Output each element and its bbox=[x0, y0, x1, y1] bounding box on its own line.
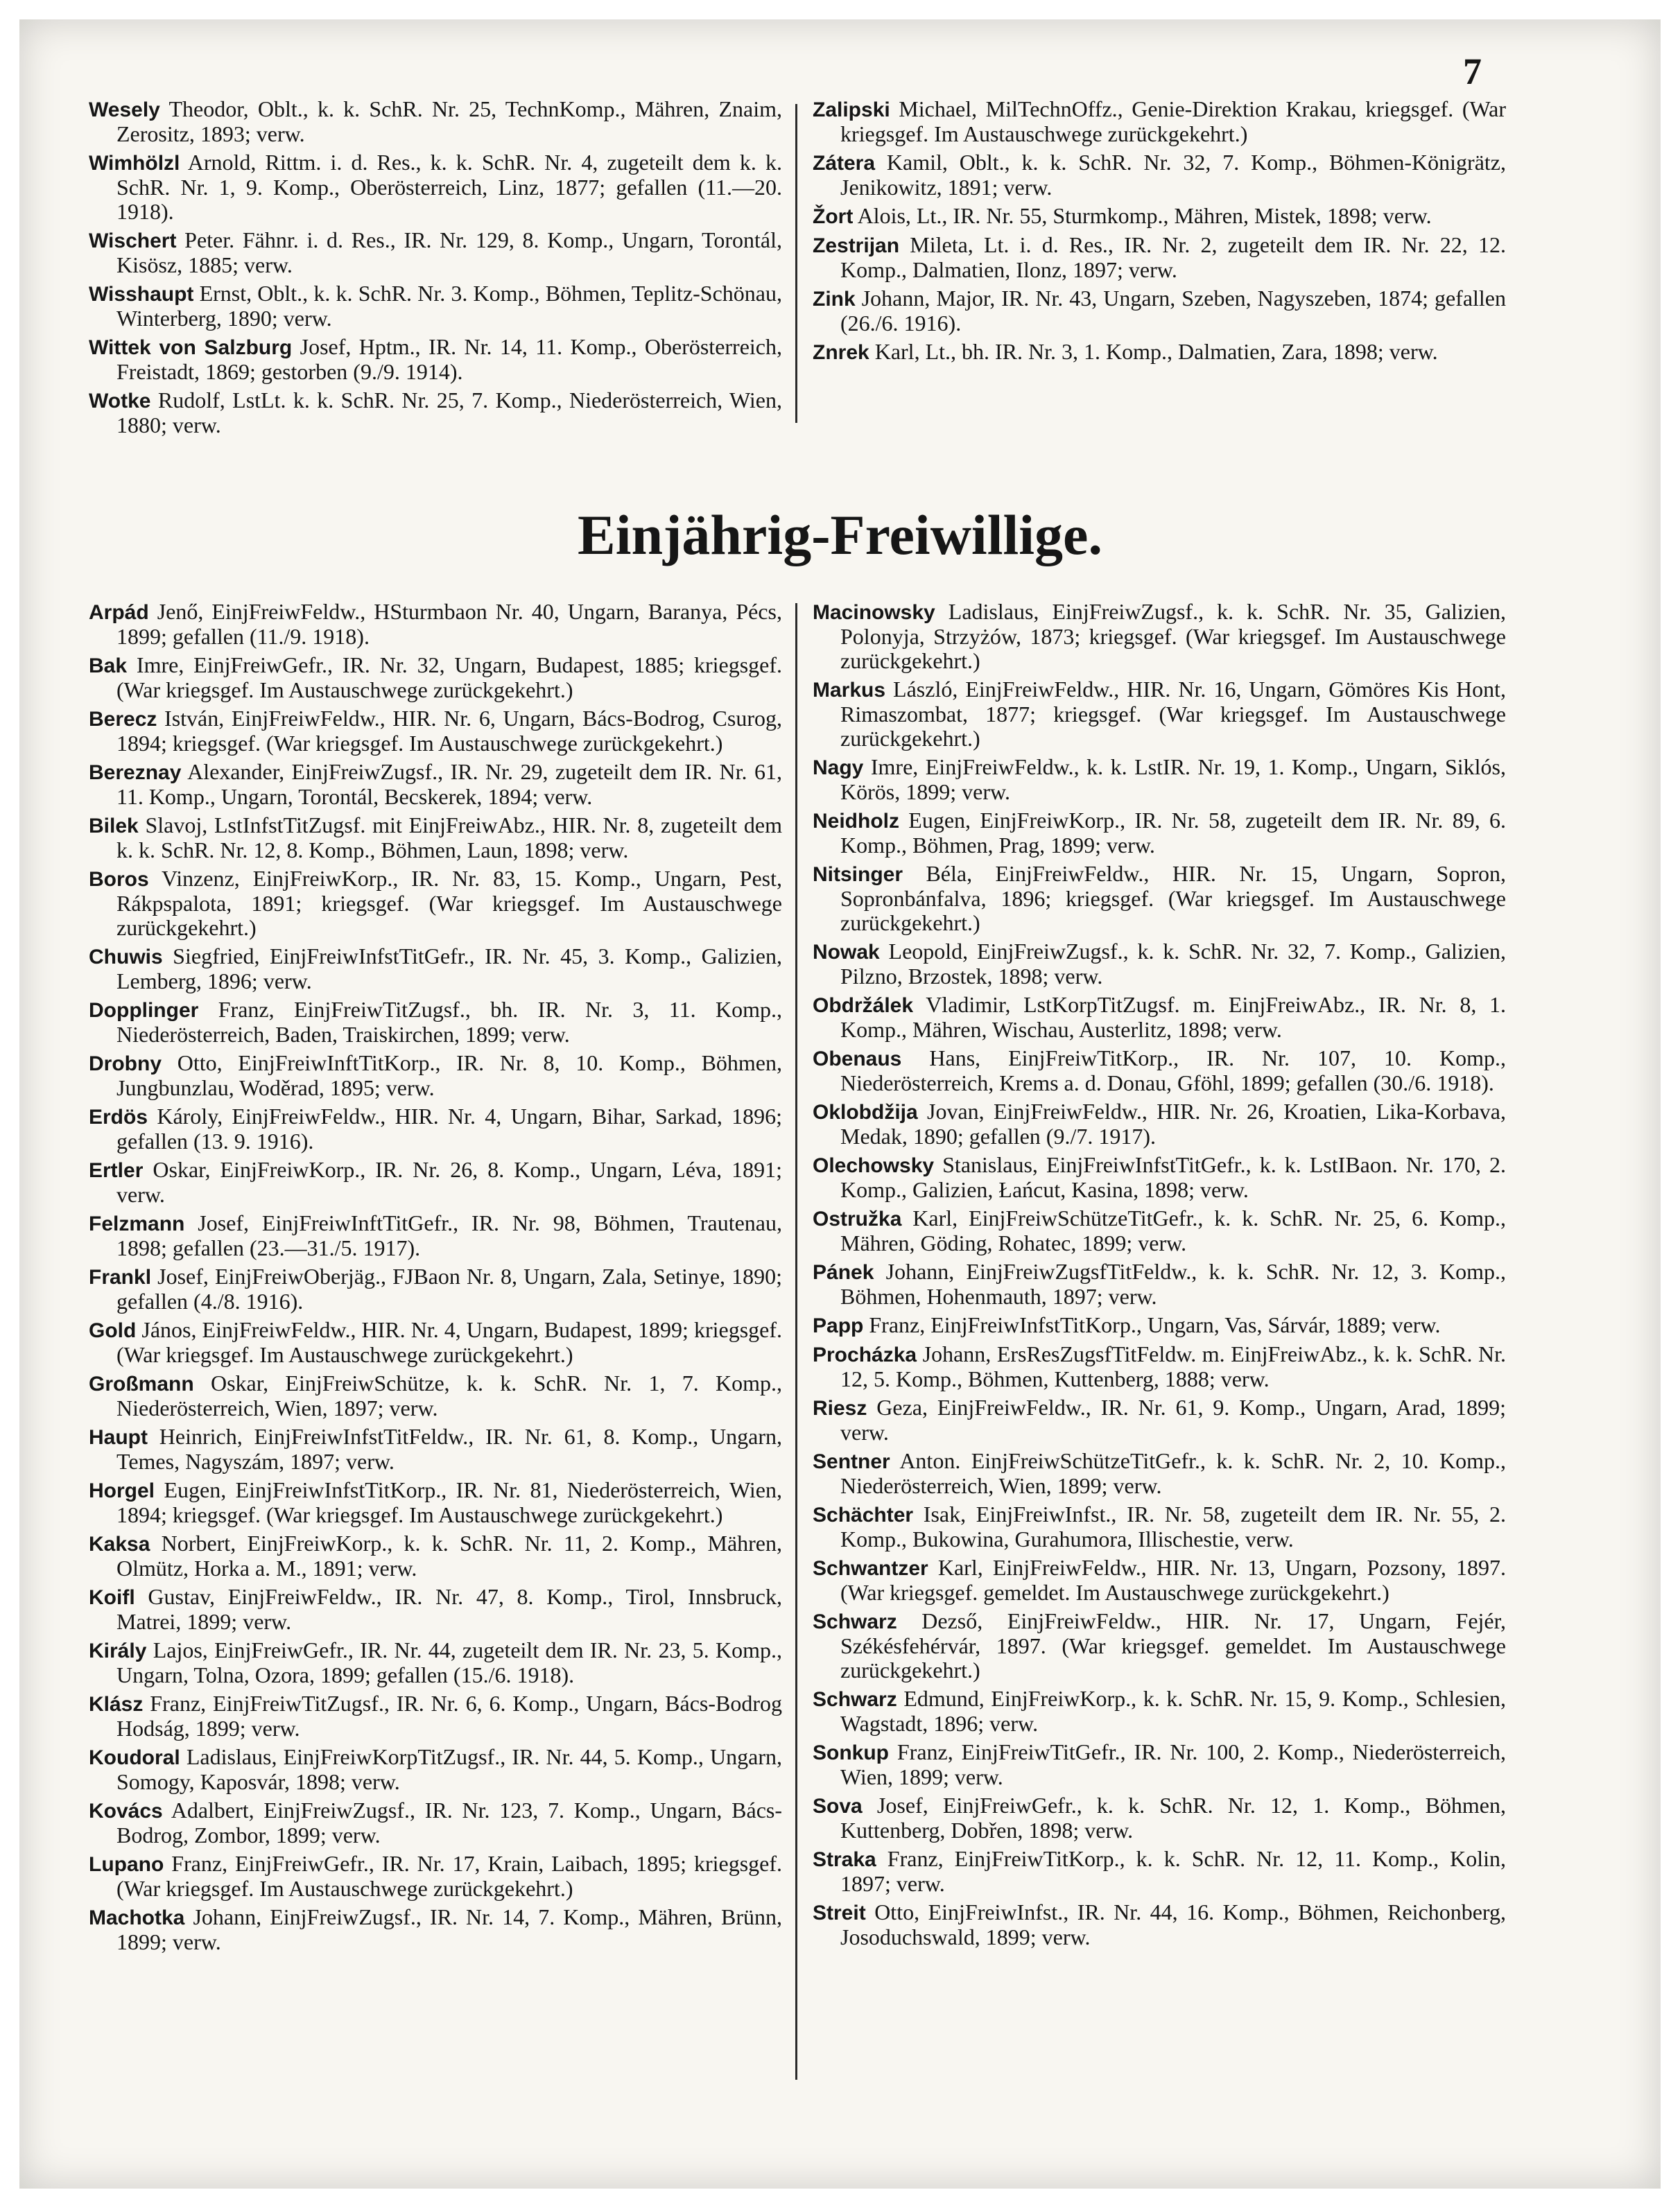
entry-surname: Felzmann bbox=[89, 1212, 185, 1235]
roster-entry bbox=[813, 1900, 1506, 1949]
entry-details: Arnold, Rittm. i. d. Res., k. k. SchR. Nr. 4, zugeteilt dem k. k. SchR. Nr. 1, 9. Komp., Oberösterreich, Linz, 1877; gefallen (11.—20. 1918). bbox=[116, 150, 782, 224]
entry-surname: Schwarz bbox=[813, 1688, 897, 1711]
roster-entry bbox=[813, 1260, 1506, 1309]
roster-entry bbox=[813, 862, 1506, 935]
entry-surname: Chuwis bbox=[89, 946, 163, 968]
roster-entry bbox=[89, 1852, 782, 1901]
roster-entry bbox=[89, 944, 782, 993]
roster-entry bbox=[89, 867, 782, 940]
roster-entry bbox=[813, 1687, 1506, 1736]
entry-details: Heinrich, EinjFreiwInfstTitFeldw., IR. Nr. 61, 8. Komp., Ungarn, Temes, Nagyszám, 1897; verw. bbox=[116, 1424, 783, 1474]
roster-entry bbox=[813, 150, 1506, 200]
roster-entry bbox=[89, 281, 782, 331]
roster-entry bbox=[89, 228, 782, 277]
roster-entry bbox=[89, 1478, 782, 1527]
entry-details: Franz, EinjFreiwTitGefr., IR. Nr. 100, 2. Komp., Niederösterreich, Wien, 1899; verw. bbox=[840, 1739, 1506, 1789]
entry-surname: Wisshaupt bbox=[89, 283, 194, 306]
entry-details: Alexander, EinjFreiwZugsf., IR. Nr. 29, zugeteilt dem IR. Nr. 61, 11. Komp., Ungarn, Torontál, Becskerek, 1894; verw. bbox=[116, 759, 783, 809]
entry-details: Josef, EinjFreiwGefr., k. k. SchR. Nr. 12, 1. Komp., Böhmen, Kuttenberg, Dobřen, 1898; verw. bbox=[840, 1793, 1507, 1843]
roster-entry bbox=[89, 760, 782, 809]
roster-entry bbox=[89, 1264, 782, 1314]
entry-details: Josef, Hptm., IR. Nr. 14, 11. Komp., Oberösterreich, Freistadt, 1869; gestorben (9./9. 1914). bbox=[116, 334, 783, 384]
roster-entry bbox=[813, 233, 1506, 282]
roster-entry bbox=[813, 939, 1506, 989]
entry-details: János, EinjFreiwFeldw., HIR. Nr. 4, Ungarn, Budapest, 1899; kriegsgef. (War kriegsgef. Im Austauschwege zurückgekehrt.) bbox=[116, 1317, 783, 1367]
entry-surname: Berecz bbox=[89, 708, 157, 731]
entry-surname: Riesz bbox=[813, 1397, 867, 1420]
column-divider-bottom bbox=[795, 603, 797, 2080]
entry-details: Otto, EinjFreiwInftTitKorp., IR. Nr. 8, 10. Komp., Böhmen, Jungbunzlau, Woděrad, 1895; verw. bbox=[116, 1050, 783, 1100]
entry-surname: Sova bbox=[813, 1795, 863, 1818]
entry-surname: Wischert bbox=[89, 229, 177, 252]
entry-surname: Kaksa bbox=[89, 1533, 150, 1556]
entry-details: Alois, Lt., IR. Nr. 55, Sturmkomp., Mähren, Mistek, 1898; verw. bbox=[857, 203, 1432, 228]
column-bottom-left bbox=[89, 600, 782, 1958]
entry-details: Dezső, EinjFreiwFeldw., HIR. Nr. 17, Ungarn, Fejér, Székésfehérvár, 1897. (War kriegsgef. gemeldet. Im Austauschwege zurückgekehrt.) bbox=[840, 1608, 1507, 1683]
section-title: Einjährig-Freiwillige. bbox=[578, 503, 1102, 566]
entry-surname: Wittek von Salzburg bbox=[89, 336, 293, 359]
entry-surname: Nagy bbox=[813, 756, 864, 779]
entry-surname: Sentner bbox=[813, 1450, 890, 1473]
entry-details: Siegfried, EinjFreiwInfstTitGefr., IR. Nr. 45, 3. Komp., Galizien, Lemberg, 1896; verw. bbox=[116, 944, 783, 993]
entry-details: Vladimir, LstKorpTitZugsf. m. EinjFreiwAbz., IR. Nr. 8, 1. Komp., Mähren, Wischau, Austerlitz, 1898; verw. bbox=[840, 992, 1507, 1042]
roster-entry bbox=[89, 335, 782, 384]
roster-entry bbox=[813, 97, 1506, 146]
roster-entry bbox=[813, 286, 1506, 336]
entry-surname: Schwarz bbox=[813, 1610, 897, 1633]
roster-entry bbox=[89, 706, 782, 756]
entry-details: Michael, MilTechnOffz., Genie-Direktion Krakau, kriegsgef. (War kriegsgef. Im Austauschwege zurückgekehrt.) bbox=[840, 96, 1507, 146]
entry-surname: Koudoral bbox=[89, 1746, 180, 1769]
entry-surname: Sonkup bbox=[813, 1741, 889, 1764]
entry-details: Edmund, EinjFreiwKorp., k. k. SchR. Nr. 15, 9. Komp., Schlesien, Wagstadt, 1896; verw. bbox=[840, 1686, 1507, 1736]
roster-entry bbox=[813, 1396, 1506, 1445]
entry-details: Ladislaus, EinjFreiwZugsf., k. k. SchR. Nr. 35, Galizien, Polonyja, Strzyżów, 1873; kriegsgef. (War kriegsgef. Im Austauschwege zurückgekehrt.) bbox=[840, 599, 1506, 673]
entry-details: Eugen, EinjFreiwInfstTitKorp., IR. Nr. 81, Niederösterreich, Wien, 1894; kriegsgef. (War kriegsgef. Im Austauschwege zurückgekehrt.) bbox=[116, 1477, 783, 1527]
entry-details: Eugen, EinjFreiwKorp., IR. Nr. 58, zugeteilt dem IR. Nr. 89, 6. Komp., Böhmen, Prag, 1899; verw. bbox=[840, 808, 1507, 858]
entry-surname: Koifl bbox=[89, 1586, 135, 1609]
roster-entry bbox=[89, 150, 782, 224]
roster-entry bbox=[89, 1104, 782, 1154]
entry-details: Josef, EinjFreiwOberjäg., FJBaon Nr. 8, Ungarn, Zala, Setinye, 1890; gefallen (4./8. 1916). bbox=[116, 1264, 783, 1314]
roster-entry bbox=[813, 1099, 1506, 1149]
entry-details: Johann, EinjFreiwZugsf., IR. Nr. 14, 7. Komp., Mähren, Brünn, 1899; verw. bbox=[116, 1904, 783, 1954]
entry-surname: Ostružka bbox=[813, 1208, 902, 1231]
entry-surname: Zink bbox=[813, 288, 856, 311]
entry-surname: Neidholz bbox=[813, 810, 899, 833]
roster-entry bbox=[89, 998, 782, 1047]
roster-entry bbox=[89, 1425, 782, 1474]
entry-details: Adalbert, EinjFreiwZugsf., IR. Nr. 123, 7. Komp., Ungarn, Bács-Bodrog, Zombor, 1899; verw. bbox=[116, 1798, 782, 1848]
entry-surname: Zestrijan bbox=[813, 234, 900, 257]
entry-surname: Znrek bbox=[813, 341, 869, 364]
roster-entry bbox=[89, 813, 782, 862]
entry-details: Oskar, EinjFreiwKorp., IR. Nr. 26, 8. Komp., Ungarn, Léva, 1891; verw. bbox=[116, 1157, 783, 1207]
entry-surname: Procházka bbox=[813, 1344, 917, 1366]
entry-surname: Machotka bbox=[89, 1906, 185, 1929]
entry-details: Franz, EinjFreiwGefr., IR. Nr. 17, Krain, Laibach, 1895; kriegsgef. (War kriegsgef. Im Austauschwege zurückgekehrt.) bbox=[116, 1851, 783, 1901]
entry-details: István, EinjFreiwFeldw., HIR. Nr. 6, Ungarn, Bács-Bodrog, Csurog, 1894; kriegsgef. (War kriegsgef. Im Austauschwege zurückgekehrt.) bbox=[116, 706, 783, 756]
entry-surname: Haupt bbox=[89, 1426, 148, 1449]
entry-surname: Drobny bbox=[89, 1052, 162, 1075]
entry-details: Johann, ErsResZugsfTitFeldw. m. EinjFreiwAbz., k. k. SchR. Nr. 12, 5. Komp., Böhmen, Kuttenberg, 1888; verw. bbox=[840, 1341, 1507, 1391]
entry-surname: Arpád bbox=[89, 601, 149, 624]
entry-details: Anton. EinjFreiwSchützeTitGefr., k. k. SchR. Nr. 2, 10. Komp., Niederösterreich, Wien, 1899; verw. bbox=[840, 1448, 1506, 1498]
entry-details: Geza, EinjFreiwFeldw., IR. Nr. 61, 9. Komp., Ungarn, Arad, 1899; verw. bbox=[840, 1395, 1507, 1445]
roster-entry bbox=[813, 1046, 1506, 1095]
entry-details: Isak, EinjFreiwInfst., IR. Nr. 58, zugeteilt dem IR. Nr. 55, 2. Komp., Bukowina, Gurahumora, Illischestie, verw. bbox=[840, 1502, 1507, 1551]
entry-surname: Straka bbox=[813, 1848, 876, 1871]
entry-details: Jenő, EinjFreiwFeldw., HSturmbaon Nr. 40, Ungarn, Baranya, Pécs, 1899; gefallen (11./9. 1918). bbox=[116, 599, 783, 649]
entry-details: Lajos, EinjFreiwGefr., IR. Nr. 44, zugeteilt dem IR. Nr. 23, 5. Komp., Ungarn, Tolna, Ozora, 1899; gefallen (15./6. 1918). bbox=[116, 1637, 783, 1687]
entry-details: Franz, EinjFreiwTitKorp., k. k. SchR. Nr. 12, 11. Komp., Kolin, 1897; verw. bbox=[840, 1846, 1507, 1896]
roster-entry bbox=[813, 1502, 1506, 1551]
roster-entry bbox=[813, 993, 1506, 1042]
entry-details: Peter. Fähnr. i. d. Res., IR. Nr. 129, 8. Komp., Ungarn, Torontál, Kisösz, 1885; verw. bbox=[116, 227, 783, 277]
roster-entry bbox=[813, 1342, 1506, 1391]
roster-entry bbox=[89, 1318, 782, 1367]
entry-surname: Ertler bbox=[89, 1159, 144, 1182]
entry-surname: Nowak bbox=[813, 941, 880, 964]
roster-entry bbox=[89, 1211, 782, 1260]
entry-details: Franz, EinjFreiwInfstTitKorp., Ungarn, Vas, Sárvár, 1889; verw. bbox=[869, 1312, 1441, 1337]
entry-details: Karl, EinjFreiwFeldw., HIR. Nr. 13, Ungarn, Pozsony, 1897. (War kriegsgef. gemeldet. Im Austauschwege zurückgekehrt.) bbox=[840, 1555, 1507, 1605]
roster-entry bbox=[89, 1745, 782, 1794]
entry-surname: Lupano bbox=[89, 1853, 164, 1876]
entry-surname: Schächter bbox=[813, 1504, 914, 1527]
roster-entry bbox=[89, 1371, 782, 1420]
roster-entry bbox=[813, 1153, 1506, 1202]
roster-entry bbox=[813, 1847, 1506, 1896]
entry-surname: Klász bbox=[89, 1693, 144, 1716]
roster-entry bbox=[89, 388, 782, 437]
entry-surname: Wimhölzl bbox=[89, 152, 180, 175]
entry-surname: Olechowsky bbox=[813, 1154, 935, 1177]
entry-details: Otto, EinjFreiwInfst., IR. Nr. 44, 16. Komp., Böhmen, Reichonberg, Josoduchswald, 1899; verw. bbox=[840, 1900, 1507, 1949]
entry-details: Ladislaus, EinjFreiwKorpTitZugsf., IR. Nr. 44, 5. Komp., Ungarn, Somogy, Kaposvár, 1898; verw. bbox=[116, 1744, 783, 1794]
entry-surname: Frankl bbox=[89, 1266, 152, 1289]
roster-entry bbox=[813, 1740, 1506, 1789]
entry-details: Karl, EinjFreiwSchützeTitGefr., k. k. SchR. Nr. 25, 6. Komp., Mähren, Göding, Rohatec, 1899; verw. bbox=[840, 1206, 1507, 1255]
entry-details: Gustav, EinjFreiwFeldw., IR. Nr. 47, 8. Komp., Tirol, Innsbruck, Matrei, 1899; verw. bbox=[116, 1584, 782, 1634]
page-number: 7 bbox=[1463, 51, 1482, 92]
entry-details: Vinzenz, EinjFreiwKorp., IR. Nr. 83, 15. Komp., Ungarn, Pest, Rákpspalota, 1891; kriegsgef. (War kriegsgef. Im Austauschwege zurückgekehrt.) bbox=[116, 866, 783, 940]
roster-entry bbox=[813, 808, 1506, 858]
entry-details: Imre, EinjFreiwFeldw., k. k. LstIR. Nr. 19, 1. Komp., Ungarn, Siklós, Körös, 1899; verw. bbox=[840, 754, 1507, 804]
roster-entry bbox=[813, 600, 1506, 673]
roster-entry bbox=[813, 1609, 1506, 1683]
roster-entry bbox=[813, 1449, 1506, 1498]
entry-details: Mileta, Lt. i. d. Res., IR. Nr. 2, zugeteilt dem IR. Nr. 22, 12. Komp., Dalmatien, Ilonz, 1897; verw. bbox=[840, 232, 1507, 282]
entry-details: Norbert, EinjFreiwKorp., k. k. SchR. Nr. 11, 2. Komp., Mähren, Olmütz, Horka a. M., 1891; verw. bbox=[116, 1531, 782, 1581]
entry-surname: Obdržálek bbox=[813, 994, 914, 1017]
roster-entry bbox=[89, 600, 782, 649]
entry-details: Johann, EinjFreiwZugsfTitFeldw., k. k. SchR. Nr. 12, 3. Komp., Böhmen, Hohenmauth, 1897; verw. bbox=[840, 1259, 1507, 1309]
entry-details: Franz, EinjFreiwTitZugsf., bh. IR. Nr. 3, 11. Komp., Niederösterreich, Baden, Traiskirchen, 1899; verw. bbox=[116, 997, 783, 1047]
entry-details: Károly, EinjFreiwFeldw., HIR. Nr. 4, Ungarn, Bihar, Sarkad, 1896; gefallen (13. 9. 1916). bbox=[116, 1104, 783, 1154]
entry-details: Theodor, Oblt., k. k. SchR. Nr. 25, TechnKomp., Mähren, Znaim, Zerositz, 1893; verw. bbox=[116, 96, 783, 146]
entry-details: Jovan, EinjFreiwFeldw., HIR. Nr. 26, Kroatien, Lika-Korbava, Medak, 1890; gefallen (9./7. 1917). bbox=[840, 1099, 1507, 1149]
entry-details: Franz, EinjFreiwTitZugsf., IR. Nr. 6, 6. Komp., Ungarn, Bács-Bodrog Hodság, 1899; verw. bbox=[116, 1691, 783, 1741]
roster-entry bbox=[89, 1051, 782, 1100]
roster-entry bbox=[89, 1531, 782, 1581]
entry-details: Rudolf, LstLt. k. k. SchR. Nr. 25, 7. Komp., Niederösterreich, Wien, 1880; verw. bbox=[116, 388, 783, 437]
entry-surname: Großmann bbox=[89, 1373, 194, 1396]
roster-entry bbox=[89, 653, 782, 702]
roster-entry bbox=[813, 204, 1506, 229]
roster-entry bbox=[89, 1692, 782, 1741]
column-top-right bbox=[813, 97, 1506, 369]
entry-details: Ernst, Oblt., k. k. SchR. Nr. 3. Komp., Böhmen, Teplitz-Schönau, Winterberg, 1890; verw. bbox=[116, 281, 783, 331]
entry-details: Karl, Lt., bh. IR. Nr. 3, 1. Komp., Dalmatien, Zara, 1898; verw. bbox=[874, 339, 1438, 364]
entry-surname: Pánek bbox=[813, 1261, 874, 1284]
roster-entry bbox=[89, 1798, 782, 1848]
roster-entry bbox=[89, 97, 782, 146]
roster-entry bbox=[813, 1793, 1506, 1843]
entry-surname: Nitsinger bbox=[813, 863, 903, 886]
entry-surname: Dopplinger bbox=[89, 999, 199, 1022]
roster-entry bbox=[89, 1585, 782, 1634]
entry-surname: Zalipski bbox=[813, 98, 890, 121]
entry-surname: Obenaus bbox=[813, 1048, 902, 1070]
entry-surname: Zátera bbox=[813, 152, 876, 175]
column-top-left bbox=[89, 97, 782, 442]
entry-details: László, EinjFreiwFeldw., HIR. Nr. 16, Ungarn, Gömöres Kis Hont, Rimaszombat, 1877; kriegsgef. (War kriegsgef. Im Austauschwege zurückgekehrt.) bbox=[840, 677, 1507, 751]
entry-surname: Bilek bbox=[89, 815, 139, 837]
entry-surname: Gold bbox=[89, 1319, 137, 1342]
entry-details: Stanislaus, EinjFreiwInfstTitGefr., k. k. LstIBaon. Nr. 170, 2. Komp., Galizien, Łańcut, Kasina, 1898; verw. bbox=[840, 1152, 1507, 1202]
roster-entry bbox=[813, 1556, 1506, 1605]
roster-entry bbox=[89, 1638, 782, 1687]
entry-details: Hans, EinjFreiwTitKorp., IR. Nr. 107, 10. Komp., Niederösterreich, Krems a. d. Donau, Gföhl, 1899; gefallen (30./6. 1918). bbox=[840, 1045, 1507, 1095]
column-divider-top bbox=[795, 104, 797, 423]
entry-surname: Oklobdžija bbox=[813, 1101, 918, 1124]
entry-surname: Kovács bbox=[89, 1800, 163, 1823]
entry-details: Josef, EinjFreiwInftTitGefr., IR. Nr. 98, Böhmen, Trautenau, 1898; gefallen (23.—31./5. 1917). bbox=[116, 1210, 783, 1260]
roster-entry bbox=[813, 677, 1506, 751]
entry-details: Johann, Major, IR. Nr. 43, Ungarn, Szeben, Nagyszeben, 1874; gefallen (26./6. 1916). bbox=[840, 286, 1507, 336]
entry-details: Béla, EinjFreiwFeldw., HIR. Nr. 15, Ungarn, Sopron, Sopronbánfalva, 1896; kriegsgef. (War kriegsgef. Im Austauschwege zurückgekehrt.) bbox=[840, 861, 1507, 935]
entry-surname: Wesely bbox=[89, 98, 160, 121]
entry-surname: Markus bbox=[813, 679, 886, 702]
roster-entry bbox=[813, 340, 1506, 365]
roster-entry bbox=[813, 755, 1506, 804]
column-bottom-right bbox=[813, 600, 1506, 1954]
entry-surname: Bak bbox=[89, 654, 128, 677]
entry-surname: Bereznay bbox=[89, 761, 182, 784]
entry-details: Imre, EinjFreiwGefr., IR. Nr. 32, Ungarn, Budapest, 1885; kriegsgef. (War kriegsgef. Im Austauschwege zurückgekehrt.) bbox=[116, 652, 783, 702]
entry-surname: Erdös bbox=[89, 1106, 148, 1129]
entry-surname: Schwantzer bbox=[813, 1557, 928, 1580]
entry-surname: Horgel bbox=[89, 1479, 155, 1502]
entry-details: Kamil, Oblt., k. k. SchR. Nr. 32, 7. Komp., Böhmen-Königrätz, Jenikowitz, 1891; verw. bbox=[840, 150, 1507, 200]
entry-surname: Wotke bbox=[89, 390, 151, 412]
entry-surname: Žort bbox=[813, 205, 854, 228]
entry-surname: Papp bbox=[813, 1314, 864, 1337]
roster-entry bbox=[89, 1158, 782, 1207]
roster-entry bbox=[89, 1905, 782, 1954]
entry-details: Oskar, EinjFreiwSchütze, k. k. SchR. Nr. 1, 7. Komp., Niederösterreich, Wien, 1897; verw. bbox=[116, 1371, 783, 1420]
entry-surname: Streit bbox=[813, 1902, 866, 1924]
entry-details: Slavoj, LstInfstTitZugsf. mit EinjFreiwAbz., HIR. Nr. 8, zugeteilt dem k. k. SchR. Nr. 12, 8. Komp., Böhmen, Laun, 1898; verw. bbox=[116, 812, 782, 862]
entry-surname: Boros bbox=[89, 868, 149, 891]
entry-details: Leopold, EinjFreiwZugsf., k. k. SchR. Nr. 32, 7. Komp., Galizien, Pilzno, Brzostek, 1898; verw. bbox=[840, 939, 1506, 989]
roster-entry bbox=[813, 1313, 1506, 1338]
entry-surname: Király bbox=[89, 1640, 147, 1662]
roster-entry bbox=[813, 1206, 1506, 1255]
entry-surname: Macinowsky bbox=[813, 601, 935, 624]
